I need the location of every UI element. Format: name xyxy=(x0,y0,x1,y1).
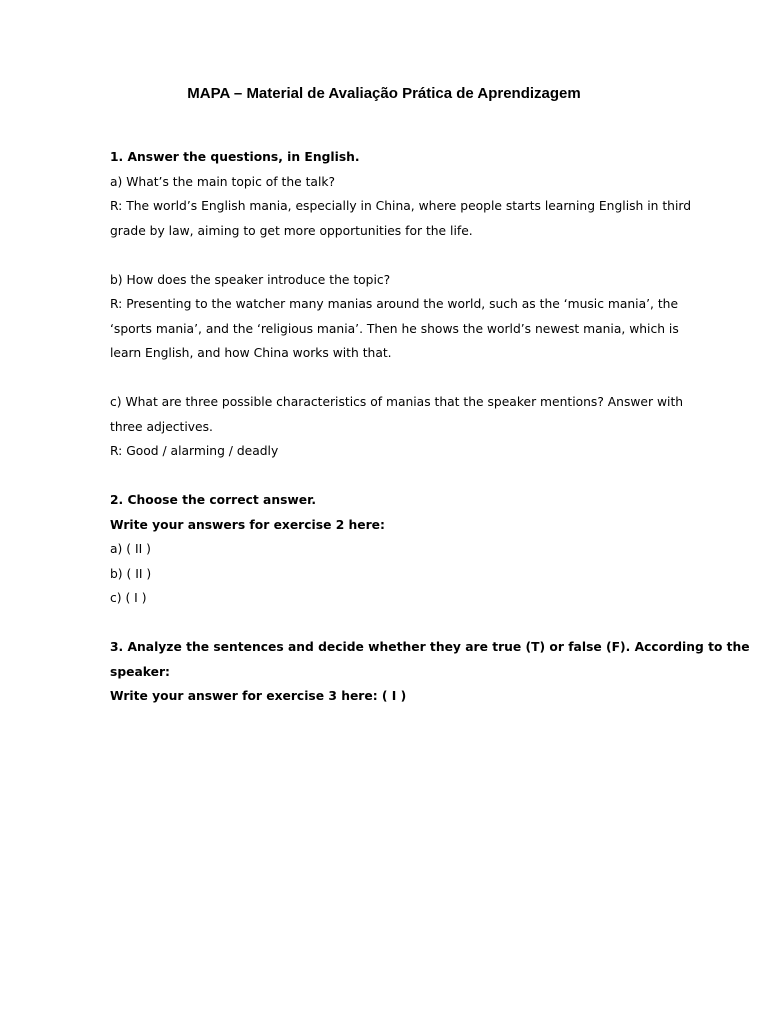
answer-1a-line-1: R: The world’s English mania, especially in China, where people starts learning English in third xyxy=(110,199,692,213)
answer-1b-line-1: R: Presenting to the watcher many manias around the world, such as the ‘music mania’, the xyxy=(110,297,679,311)
answer-2a: a) ( II ) xyxy=(110,542,151,556)
question-1c-line-2: three adjectives. xyxy=(110,419,213,434)
spacer xyxy=(110,611,670,636)
spacer xyxy=(110,464,670,489)
document-body xyxy=(110,145,750,709)
answer-1b-line-2: ‘sports mania’, and the ‘religious mania’. Then he shows the world’s newest mania, which is xyxy=(110,321,679,336)
spacer xyxy=(110,243,670,268)
question-2-heading: 2. Choose the correct answer. xyxy=(110,493,317,507)
answer-2c: c) ( I ) xyxy=(110,591,147,605)
question-2-instruction: Write your answers for exercise 2 here: xyxy=(110,517,385,532)
question-3-heading-line-1: 3. Analyze the sentences and decide whether they are true (T) or false (F). According to the xyxy=(110,640,750,654)
question-1a: a) What’s the main topic of the talk? xyxy=(110,174,336,189)
question-3-instruction: Write your answer for exercise 3 here: ( I ) xyxy=(110,689,407,703)
question-1-heading: 1. Answer the questions, in English. xyxy=(110,150,360,164)
answer-1a-line-2: grade by law, aiming to get more opportunities for the life. xyxy=(110,223,473,238)
answer-2b: b) ( II ) xyxy=(110,566,152,581)
answer-1b-line-3: learn English, and how China works with that. xyxy=(110,346,392,360)
question-1b: b) How does the speaker introduce the topic? xyxy=(110,272,391,287)
question-3-heading-line-2: speaker: xyxy=(110,664,170,679)
question-1c-line-1: c) What are three possible characteristics of manias that the speaker mentions? Answer with xyxy=(110,395,684,409)
spacer xyxy=(110,366,670,391)
answer-1c: R: Good / alarming / deadly xyxy=(110,444,279,458)
document-title: MAPA – Material de Avaliação Prática de Aprendizagem xyxy=(187,85,581,102)
